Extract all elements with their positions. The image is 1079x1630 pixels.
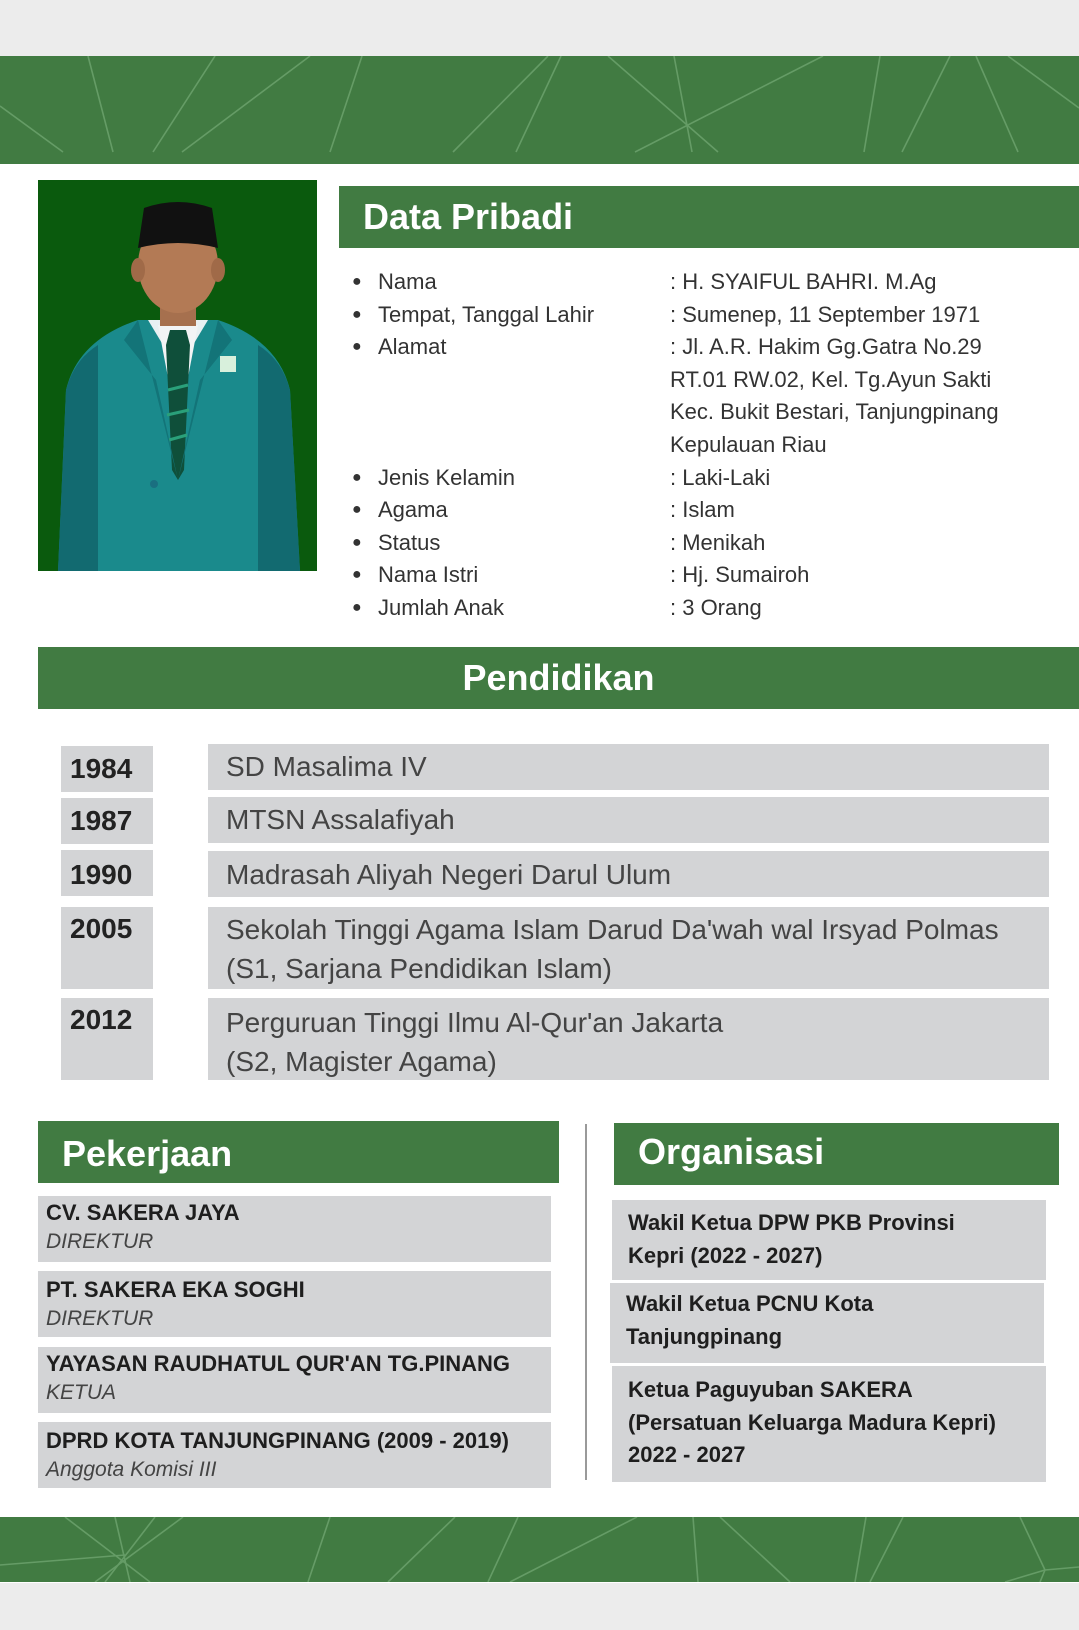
- pendidikan-heading: Pendidikan: [38, 647, 1079, 709]
- education-school: MTSN Assalafiyah: [208, 797, 1049, 843]
- personal-row-status: [350, 527, 1070, 560]
- education-school: Perguruan Tinggi Ilmu Al-Qur'an Jakarta (S2, Magister Agama): [208, 998, 1049, 1080]
- job-item: [38, 1271, 551, 1337]
- personal-value: : H. SYAIFUL BAHRI. M.Ag: [670, 269, 937, 294]
- bullet-icon: ●: [352, 273, 362, 290]
- personal-value: : Menikah: [670, 529, 766, 555]
- organization-item: Wakil Ketua PCNU Kota Tanjungpinang: [610, 1283, 1044, 1363]
- personal-value: : Islam: [670, 497, 735, 523]
- personal-label: Alamat: [378, 334, 447, 360]
- job-item: [38, 1422, 551, 1488]
- job-title: CV. SAKERA JAYA: [46, 1200, 240, 1225]
- personal-label: Jumlah Anak: [378, 594, 504, 620]
- personal-value: : Laki-Laki: [670, 464, 771, 490]
- bullet-icon: ●: [352, 566, 362, 584]
- bullet-icon: ●: [352, 305, 362, 323]
- personal-row-alamat: [350, 331, 1070, 461]
- bullet-icon: ●: [352, 598, 362, 616]
- personal-row-ttl: [350, 299, 1070, 332]
- job-item: [38, 1196, 551, 1262]
- line-pattern-icon: [0, 56, 1079, 164]
- column-divider: [585, 1124, 587, 1480]
- job-title: PT. SAKERA EKA SOGHI: [46, 1277, 305, 1302]
- education-year: 1990: [61, 850, 153, 896]
- personal-value: : Hj. Sumairoh: [670, 562, 810, 588]
- personal-label: Nama Istri: [378, 562, 479, 588]
- job-role: DIREKTUR: [46, 1307, 154, 1330]
- bullet-icon: ●: [352, 533, 362, 551]
- organization-item: Ketua Paguyuban SAKERA (Persatuan Keluarga Madura Kepri) 2022 - 2027: [612, 1366, 1046, 1482]
- personal-label: Agama: [378, 497, 448, 523]
- job-role: DIREKTUR: [46, 1230, 154, 1253]
- bullet-icon: ●: [352, 501, 362, 519]
- personal-row-jumlah-anak: [350, 592, 1070, 625]
- personal-label: Tempat, Tanggal Lahir: [378, 301, 595, 327]
- profile-photo: [38, 180, 317, 571]
- bottom-decorative-band: [0, 1517, 1079, 1582]
- bullet-icon: ●: [352, 468, 362, 486]
- job-title: DPRD KOTA TANJUNGPINANG (2009 - 2019): [46, 1428, 509, 1453]
- personal-row-nama: [350, 266, 1070, 299]
- organisasi-heading: Organisasi: [614, 1123, 1059, 1185]
- top-decorative-band: [0, 56, 1079, 164]
- job-item: [38, 1347, 551, 1413]
- education-school: Madrasah Aliyah Negeri Darul Ulum: [208, 851, 1049, 897]
- personal-value: : 3 Orang: [670, 594, 762, 620]
- personal-label: Nama: [378, 269, 437, 294]
- job-title: YAYASAN RAUDHATUL QUR'AN TG.PINANG: [46, 1351, 511, 1376]
- data-pribadi-heading: Data Pribadi: [339, 186, 1079, 248]
- portrait-image: [38, 180, 317, 571]
- personal-value: : Jl. A.R. Hakim Gg.Gatra No.29 RT.01 RW.02, Kel. Tg.Ayun Sakti Kec. Bukit Bestari, Tanjungpinang Kepulauan Riau: [670, 334, 999, 457]
- organization-item: Wakil Ketua DPW PKB Provinsi Kepri (2022 - 2027): [612, 1200, 1046, 1280]
- education-school: SD Masalima IV: [208, 744, 1049, 790]
- personal-data-list: [350, 266, 1070, 625]
- line-pattern-icon: [0, 1517, 1079, 1582]
- personal-row-nama-istri: [350, 559, 1070, 592]
- education-year: 2005: [61, 907, 153, 989]
- education-year: 1987: [61, 798, 153, 844]
- personal-row-agama: [350, 494, 1070, 527]
- job-role: KETUA: [46, 1381, 117, 1404]
- education-school: Sekolah Tinggi Agama Islam Darud Da'wah wal Irsyad Polmas (S1, Sarjana Pendidikan Islam): [208, 907, 1049, 989]
- personal-value: : Sumenep, 11 September 1971: [670, 301, 981, 327]
- bullet-icon: ●: [352, 338, 362, 356]
- education-year: 2012: [61, 998, 153, 1080]
- education-year: 1984: [61, 746, 153, 792]
- personal-row-jenis-kelamin: [350, 462, 1070, 495]
- pekerjaan-heading: Pekerjaan: [38, 1121, 559, 1183]
- personal-label: Status: [378, 529, 441, 555]
- personal-label: Jenis Kelamin: [378, 464, 515, 490]
- job-role: Anggota Komisi III: [46, 1458, 217, 1481]
